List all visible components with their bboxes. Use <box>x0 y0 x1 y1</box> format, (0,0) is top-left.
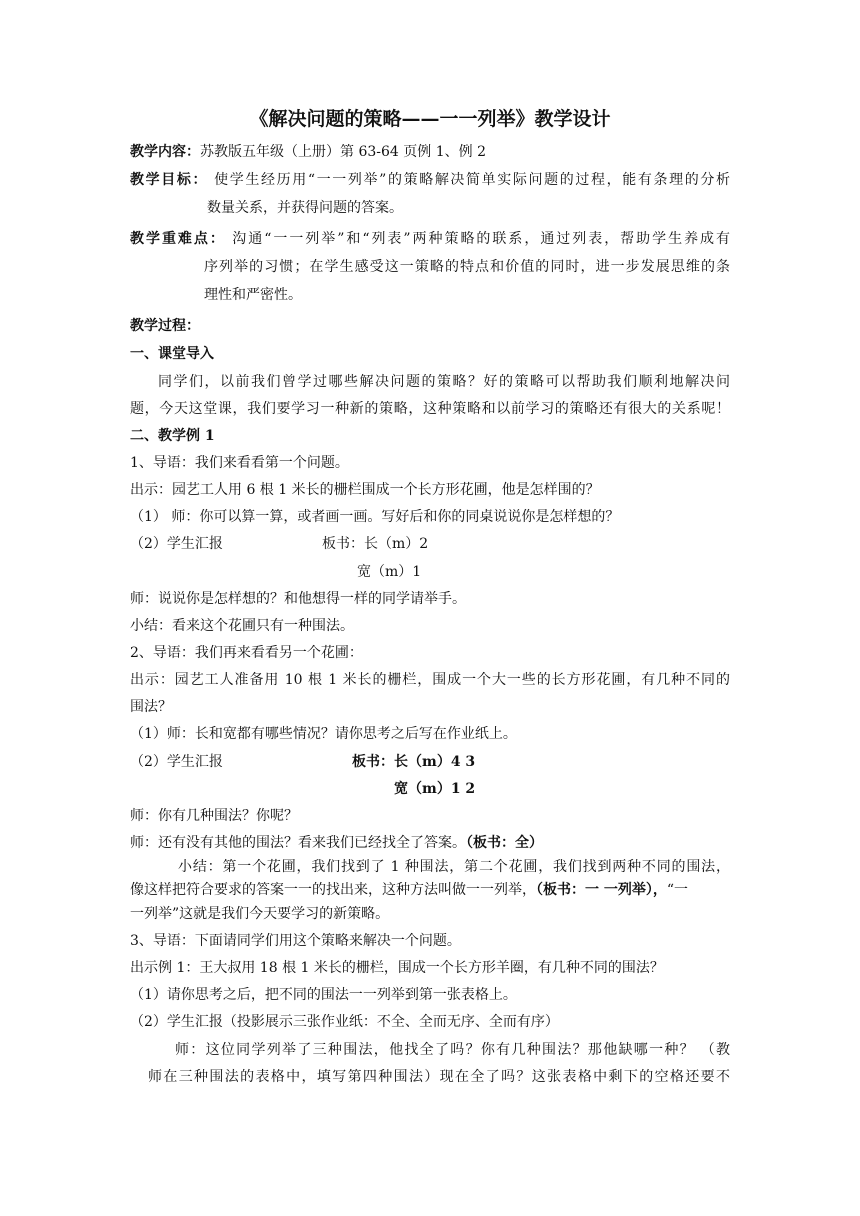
s2-line-4-board: 板书：长（m）2 <box>322 536 429 552</box>
key-points-label: 教学重难点： <box>130 231 226 247</box>
teaching-content <box>130 143 730 161</box>
teaching-content-text: 苏教版五年级（上册）第 63-64 页例 1、例 2 <box>200 144 486 160</box>
s2-line-16: 小结：第一个花圃，我们找到了 1 种围法，第二个花圃，我们找到两种不同的围法， <box>178 859 730 875</box>
teaching-objective-label: 教学目标： <box>130 172 209 188</box>
key-points-line3: 理性和严密性。 <box>204 287 302 303</box>
s2-line-7: 小结：看来这个花圃只有一种围法。 <box>130 618 354 634</box>
s2-line-17-text: 像这样把符合要求的答案一一的找出来，这种方法叫做一一列举， <box>130 882 536 898</box>
teaching-objective-line2: 数量关系，并获得问题的答案。 <box>207 200 403 216</box>
s3-line-5: 师：这位同学列举了三种围法，他找全了吗？你有几种围法？那他缺哪一种？ （教 <box>175 1042 730 1058</box>
document-title: 《解决问题的策略——一一列举》教学设计 <box>249 108 611 130</box>
teaching-objective <box>130 171 730 189</box>
s3-line-2: 出示例 1：王大叔用 18 根 1 米长的栅栏，围成一个长方形羊圈，有几种不同的围法？ <box>130 960 664 976</box>
key-points <box>130 230 730 248</box>
s3-line-6: 师在三种围法的表格中，填写第四种围法）现在全了吗？这张表格中剩下的空格还要不 <box>148 1069 730 1085</box>
s3-line-3: （1）请你思考之后，把不同的围法一一列举到第一张表格上。 <box>130 987 517 1003</box>
s2-line-2: 出示：园艺工人用 6 根 1 米长的栅栏围成一个长方形花圃，他是怎样围的？ <box>130 482 600 498</box>
s2-line-15 <box>130 834 730 852</box>
key-points-line2: 序列举的习惯；在学生感受这一策略的特点和价值的同时，进一步发展思维的条 <box>204 259 730 275</box>
s2-line-13-board: 宽（m）1 2 <box>394 781 476 797</box>
key-points-line1: 沟通“一一列举”和“列表”两种策略的联系，通过列表，帮助学生养成有 <box>225 231 731 247</box>
s3-line-4: （2）学生汇报（投影展示三张作业纸：不全、全而无序、全而有序） <box>130 1014 559 1030</box>
s2-line-8: 2、导语：我们再来看看另一个花圃： <box>130 645 363 661</box>
s2-line-1: 1、导语：我们来看看第一个问题。 <box>130 455 349 471</box>
s2-line-9: 出示：园艺工人准备用 10 根 1 米长的栅栏，围成一个大一些的长方形花圃，有几种不同的 <box>130 672 730 688</box>
s2-line-4-report: （2）学生汇报 <box>130 536 223 552</box>
s2-line-17 <box>130 881 730 899</box>
s2-line-18: 一列举”这就是我们今天要学习的新策略。 <box>130 906 390 922</box>
s2-line-12-board: 板书：长（m）4 3 <box>352 754 476 770</box>
teaching-objective-line1: 使学生经历用“一一列举”的策略解决简单实际问题的过程，能有条理的分析 <box>208 172 730 188</box>
s2-line-17-board: （板书：一 一列举）， <box>536 882 667 898</box>
s2-line-6: 师：说说你是怎样想的？和他想得一样的同学请举手。 <box>130 591 466 607</box>
s2-line-5-board: 宽（m）1 <box>357 564 422 580</box>
s2-line-15-text: 师：还有没有其他的围法？看来我们已经找全了答案。 <box>130 835 466 851</box>
s2-line-15-board: （板书：全） <box>466 835 543 851</box>
section1-para-line2: 题，今天这堂课，我们要学习一种新的策略，这种策略和以前学习的策略还有很大的关系呢！ <box>130 401 730 417</box>
section1-heading: 一、课堂导入 <box>130 346 214 362</box>
s2-line-3: （1） 师：你可以算一算，或者画一画。写好后和你的同桌说说你是怎样想的？ <box>130 509 620 525</box>
process-label: 教学过程： <box>130 318 200 334</box>
s2-line-12-report: （2）学生汇报 <box>130 754 223 770</box>
s2-line-10: 围法？ <box>130 699 172 715</box>
s3-line-1: 3、导语：下面请同学们用这个策略来解决一个问题。 <box>130 933 461 949</box>
s2-line-11: （1）师：长和宽都有哪些情况？请你思考之后写在作业纸上。 <box>130 726 517 742</box>
s2-line-17-tail: “一 <box>666 882 689 898</box>
section2-heading: 二、教学例 1 <box>130 428 215 444</box>
section1-para-line1: 同学们，以前我们曾学过哪些解决问题的策略？好的策略可以帮助我们顺利地解决问 <box>158 374 730 390</box>
s2-line-14: 师：你有几种围法？你呢？ <box>130 808 298 824</box>
teaching-content-label: 教学内容： <box>130 144 200 160</box>
